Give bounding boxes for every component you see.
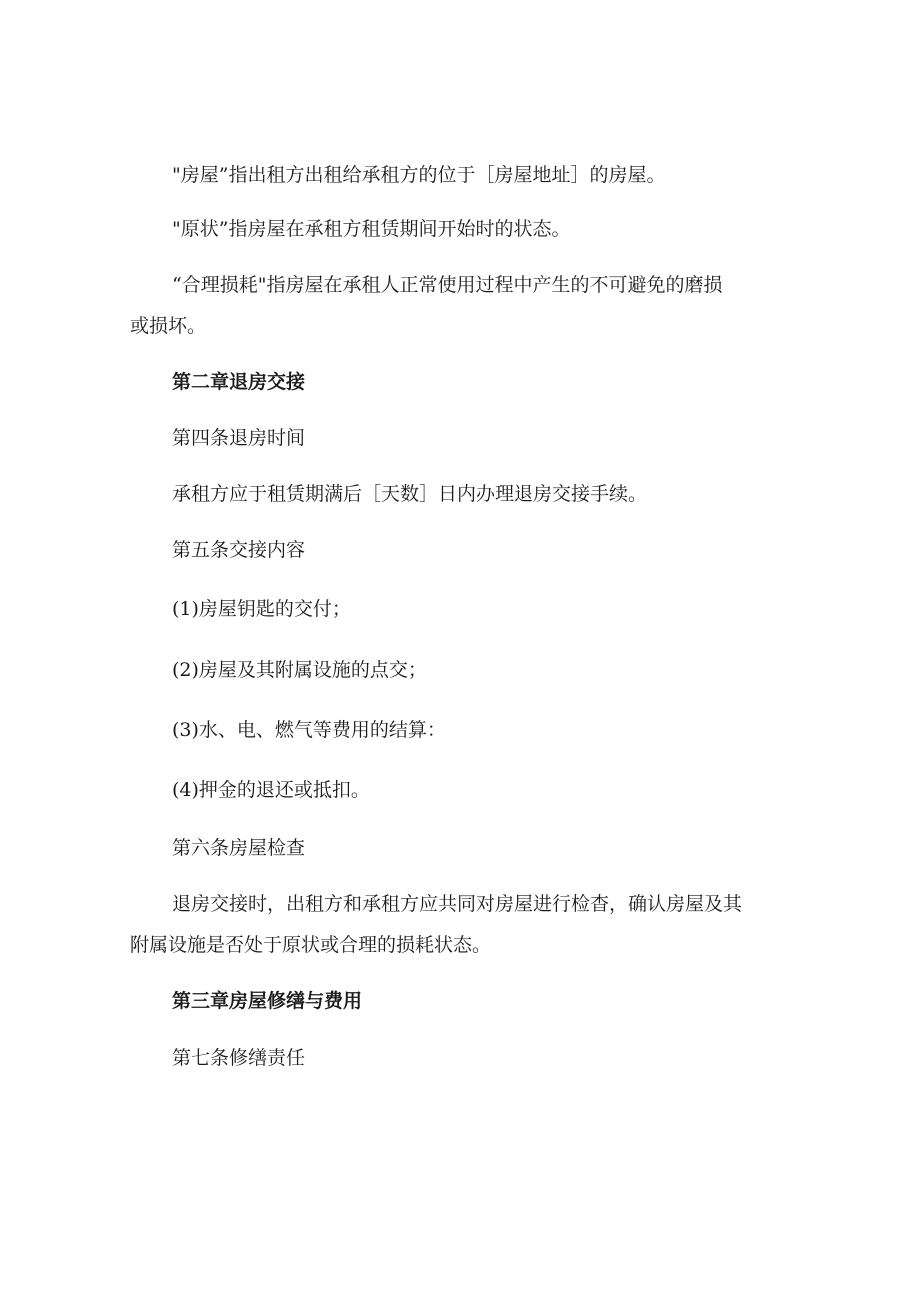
article7-title: 第七条修缮责任 bbox=[172, 1047, 306, 1069]
chapter2-title: 第二章退房交接 bbox=[172, 371, 306, 393]
definition-reasonable-wear-line2: 或损坏。 bbox=[130, 315, 207, 337]
definition-house: "房屋”指出租方出租给承租方的位于［房屋地址］的房屋。 bbox=[172, 164, 666, 186]
definition-reasonable-wear-line1: “合理损耗"指房屋在承租人正常使用过程中产生的不可避免的磨损 bbox=[172, 274, 723, 296]
definition-original-state: "原状”指房屋在承租方租赁期间开始时的状态。 bbox=[172, 218, 571, 240]
article5-item: (2)房屋及其附属设施的点交； bbox=[172, 659, 427, 681]
article5-item: (3)水、电、燃气等费用的结算： bbox=[172, 719, 446, 741]
article5-item: (4)押金的退还或抵扣。 bbox=[172, 779, 370, 801]
article4-text: 承租方应于租赁期满后［天数］日内办理退房交接手续。 bbox=[172, 483, 648, 505]
article6-text-line2: 附属设施是否处于原状或合理的损耗状态。 bbox=[130, 934, 492, 956]
article6-title: 第六条房屋检查 bbox=[172, 837, 306, 859]
article4-title: 第四条退房时间 bbox=[172, 427, 306, 449]
article6-text-line1: 退房交接时，出租方和承租方应共同对房屋进行检杳，确认房屋及其 bbox=[172, 893, 743, 915]
article5-title: 第五条交接内容 bbox=[172, 539, 306, 561]
article5-item: (1)房屋钥匙的交付； bbox=[172, 598, 351, 620]
chapter3-title: 第三章房屋修缮与费用 bbox=[172, 990, 363, 1012]
